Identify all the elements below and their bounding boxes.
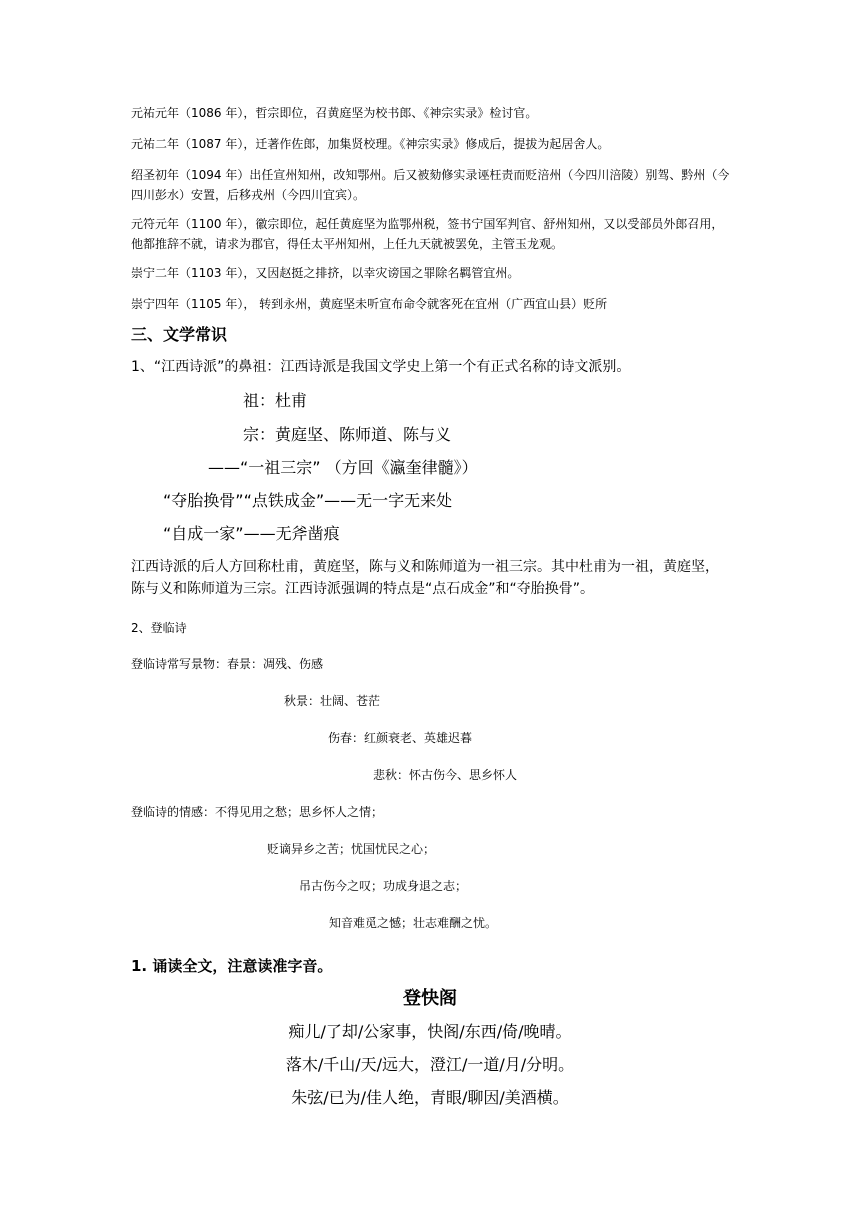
- chronology-item: 元祐元年（1086 年），哲宗即位，召黄庭坚为校书郎、《神宗实录》检讨官。: [131, 106, 538, 120]
- jiangxi-summary: 江西诗派的后人方回称杜甫，黄庭坚，陈与义和陈师道为一祖三宗。其中杜甫为一祖，黄庭坚，陈与义和陈师道为三宗。江西诗派强调的特点是“点石成金”和“夺胎换骨”。: [131, 559, 719, 597]
- denglin-shangchun: 伤春：红颜衰老、英雄迟暮: [328, 731, 473, 745]
- denglin-emotion: 登临诗的情感：不得见用之愁；思乡怀人之情；: [131, 805, 384, 819]
- denglin-emotion-3: 吊古伤今之叹；功成身退之志；: [299, 879, 468, 893]
- chronology-item: 崇宁二年（1103 年），又因赵挺之排挤，以幸灾谤国之罪除名羁管宜州。: [131, 266, 520, 280]
- poem-title: 登快阁: [403, 988, 457, 1009]
- chronology-item: 元祐二年（1087 年），迁著作佐郎，加集贤校理。《神宗实录》修成后，提拔为起居舍人。: [131, 137, 610, 151]
- chronology-item: 崇宁四年（1105 年）， 转到永州，黄庭坚未听宣布命令就客死在宜州（广西宜山县）贬所: [131, 297, 608, 311]
- jiangxi-yizu: ——“一祖三宗” （方回《瀛奎律髓》）: [208, 458, 478, 477]
- denglin-emotion-2: 贬谪异乡之苦；忧国忧民之心；: [267, 842, 436, 856]
- denglin-scenes: 登临诗常写景物：春景：凋残、伤感: [131, 657, 324, 671]
- jiangxi-zong: 宗：黄庭坚、陈师道、陈与义: [243, 425, 452, 444]
- denglin-beiqiu: 悲秋：怀古伤今、思乡怀人: [373, 768, 518, 782]
- denglin-emotion-4: 知音难觅之憾；壮志难酬之忧。: [329, 916, 498, 930]
- chronology-item: 元符元年（1100 年），徽宗即位，起任黄庭坚为监鄂州税，签书宁国军判官、舒州知州，又以受部员外郎召用，他都推辞不就，请求为郡官，得任太平州知州，上任九天就被罢免，主管玉龙观。: [131, 217, 724, 251]
- poem-line: 痴儿/了却/公家事，快阁/东西/倚/晚晴。: [288, 1022, 572, 1041]
- poem-line: 朱弦/已为/佳人绝，青眼/聊因/美酒横。: [291, 1088, 569, 1107]
- jiangxi-zicheng: “自成一家”——无斧凿痕: [163, 524, 340, 543]
- jiangxi-zu: 祖：杜甫: [243, 391, 308, 410]
- jiangxi-duotai: “夺胎换骨”“点铁成金”——无一字无来处: [163, 491, 453, 510]
- task-heading: 1. 诵读全文，注意读准字音。: [131, 957, 333, 975]
- denglin-autumn: 秋景：壮阔、苍茫: [284, 694, 381, 708]
- chronology-item: 绍圣初年（1094 年）出任宣州知州，改知鄂州。后又被劾修实录诬枉责而贬涪州（今四川涪陵）别驾、黔州（今四川彭水）安置，后移戎州（今四川宜宾）。: [131, 168, 730, 202]
- section-heading: 三、文学常识: [131, 325, 228, 344]
- denglin-heading: 2、登临诗: [131, 621, 187, 635]
- poem-line: 落木/千山/天/远大，澄江/一道/月/分明。: [285, 1055, 575, 1074]
- jiangxi-heading: 1、“江西诗派”的鼻祖：江西诗派是我国文学史上第一个有正式名称的诗文派别。: [131, 359, 631, 375]
